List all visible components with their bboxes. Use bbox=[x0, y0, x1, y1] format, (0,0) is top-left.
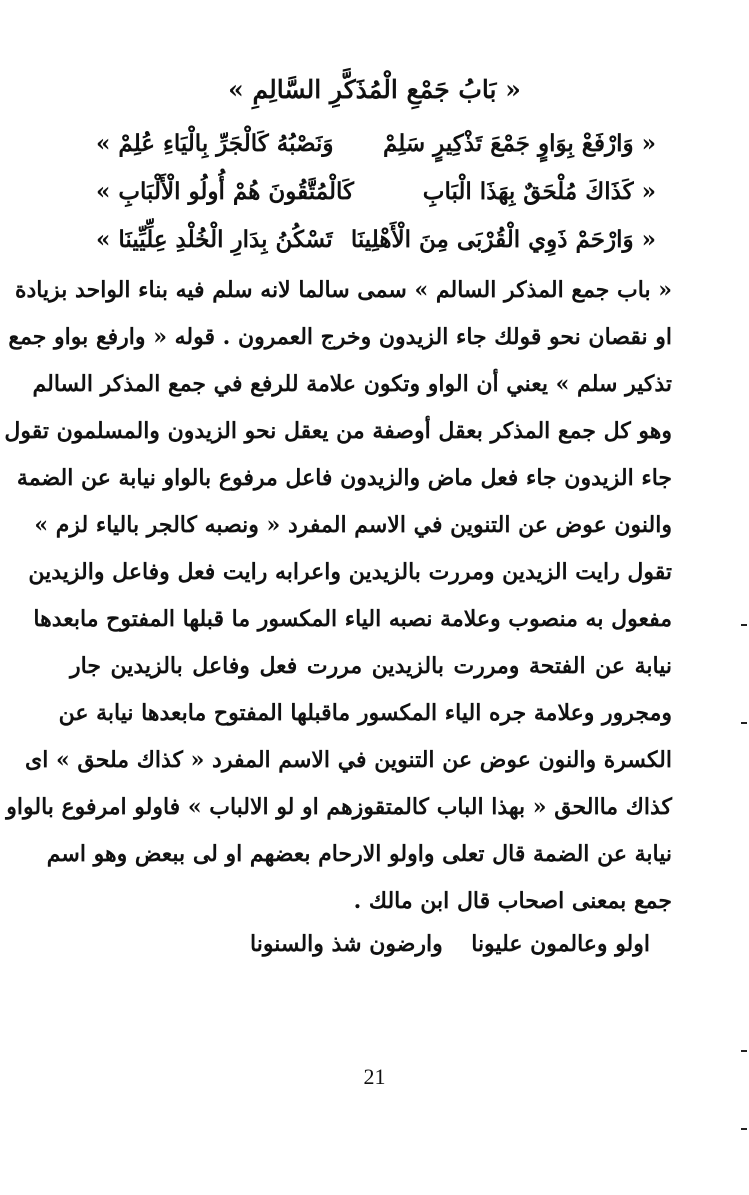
chapter-title: « بَابُ جَمْعِ الْمُذَكَّرِ السَّالِمِ » bbox=[228, 75, 521, 104]
commentary-line: تذكير سلم » يعني أن الواو وتكون علامة للرفع في جمع المذكر السالم bbox=[32, 371, 672, 397]
commentary-line: وهو كل جمع المذكر بعقل أوصفة من يعقل نحو الزيدون والمسلمون تقول bbox=[4, 418, 672, 444]
commentary-line: الكسرة والنون عوض عن التنوين في الاسم المفرد « كذاك ملحق » اى bbox=[25, 747, 672, 773]
commentary-line: نيابة عن الفتحة ومررت بالزيدين مررت فعل وفاعل بالزيدين جار bbox=[70, 653, 672, 679]
margin-mark bbox=[741, 722, 747, 724]
verse-second-hemistich: وَنَصْبُهُ كَالْجَرِّ بِالْيَاءِ عُلِمْ » bbox=[96, 130, 334, 157]
verse-line bbox=[96, 122, 656, 166]
quoted-verse-second-hemistich: وارضون شذ والسنونا bbox=[250, 931, 443, 957]
page-number: 21 bbox=[363, 1064, 386, 1089]
verse-second-hemistich: تَسْكُنُ بِدَارِ الْخُلْدِ عِلِّيِّينَا » bbox=[96, 226, 333, 253]
commentary-line: مفعول به منصوب وعلامة نصبه الياء المكسور ما قبلها المفتوح مابعدها bbox=[33, 606, 672, 632]
commentary-line: جمع بمعنى اصحاب قال ابن مالك . bbox=[353, 888, 672, 914]
verse-line bbox=[96, 218, 656, 262]
verse-first-hemistich: « كَذَاكَ مُلْحَقٌ بِهَذَا الْبَابِ bbox=[422, 178, 656, 205]
commentary-line: جاء الزيدون جاء فعل ماض والزيدون فاعل مرفوع بالواو نيابة عن الضمة bbox=[16, 465, 672, 491]
quoted-verse-first-hemistich: اولو وعالمون عليونا bbox=[471, 931, 650, 957]
verse-second-hemistich: كَالْمُتَّقُونَ هُمْ أُولُو الْأَلْبَابِ » bbox=[96, 178, 354, 205]
commentary-line: تقول رايت الزيدين ومررت بالزيدين واعرابه رايت فعل وفاعل والزيدين bbox=[28, 559, 672, 585]
verse-first-hemistich: « وَارْحَمْ ذَوِي الْقُرْبَى مِنَ الْأَهْلِينَا bbox=[350, 226, 656, 253]
commentary-line: « باب جمع المذكر السالم » سمى سالما لانه سلم فيه بناء الواحد بزيادة bbox=[14, 277, 672, 303]
commentary-line: كذاك ماالحق « بهذا الباب كالمتقوزهم او لو الالباب » فاولو امرفوع بالواو bbox=[6, 794, 672, 820]
quoted-verse bbox=[250, 918, 650, 970]
verse-first-hemistich: « وَارْفَعْ بِوَاوٍ جَمْعَ تَذْكِيرٍ سَلِمْ bbox=[382, 130, 656, 157]
verse-line bbox=[96, 170, 656, 214]
commentary-line: ومجرور وعلامة جره الياء المكسور ماقبلها المفتوح مابعدها نيابة عن bbox=[58, 700, 672, 726]
margin-mark bbox=[741, 1050, 747, 1052]
commentary-line: والنون عوض عن التنوين في الاسم المفرد « ونصبه كالجر بالياء لزم » bbox=[34, 512, 672, 538]
commentary-line: نيابة عن الضمة قال تعلى واولو الارحام بعضهم او لى ببعض وهو اسم bbox=[46, 841, 672, 867]
margin-mark bbox=[741, 1128, 747, 1130]
commentary-line: او نقصان نحو قولك جاء الزيدون وخرج العمرون . قوله « وارفع بواو جمع bbox=[8, 324, 672, 350]
margin-mark bbox=[741, 624, 747, 626]
